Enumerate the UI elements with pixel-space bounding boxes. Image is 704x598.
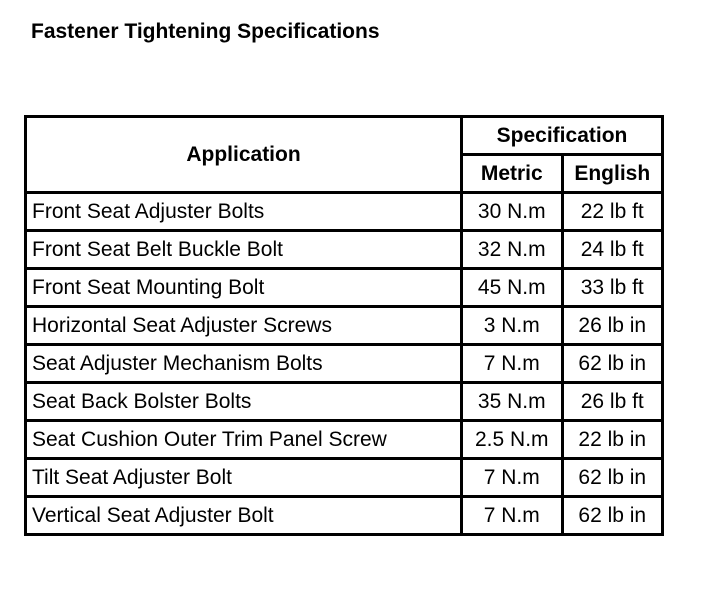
english-header: English [562, 155, 663, 193]
english-cell: 24 lb ft [562, 231, 663, 269]
table-row [26, 269, 663, 307]
page-title: Fastener Tightening Specifications [31, 20, 380, 43]
english-cell: 33 lb ft [562, 269, 663, 307]
application-cell: Tilt Seat Adjuster Bolt [26, 459, 462, 497]
table-row [26, 383, 663, 421]
metric-cell: 7 N.m [462, 459, 562, 497]
english-cell: 26 lb ft [562, 383, 663, 421]
table-row [26, 307, 663, 345]
metric-cell: 45 N.m [462, 269, 562, 307]
application-cell: Horizontal Seat Adjuster Screws [26, 307, 462, 345]
english-cell: 62 lb in [562, 497, 663, 535]
table-row [26, 421, 663, 459]
metric-cell: 7 N.m [462, 345, 562, 383]
metric-cell: 35 N.m [462, 383, 562, 421]
metric-cell: 3 N.m [462, 307, 562, 345]
application-cell: Front Seat Adjuster Bolts [26, 193, 462, 231]
table-header-row [26, 117, 663, 155]
metric-cell: 7 N.m [462, 497, 562, 535]
application-header: Application [26, 117, 462, 193]
application-cell: Front Seat Belt Buckle Bolt [26, 231, 462, 269]
table-row [26, 193, 663, 231]
metric-cell: 30 N.m [462, 193, 562, 231]
application-cell: Seat Back Bolster Bolts [26, 383, 462, 421]
table-row [26, 497, 663, 535]
metric-cell: 32 N.m [462, 231, 562, 269]
application-cell: Front Seat Mounting Bolt [26, 269, 462, 307]
english-cell: 26 lb in [562, 307, 663, 345]
english-cell: 22 lb ft [562, 193, 663, 231]
english-cell: 62 lb in [562, 459, 663, 497]
application-cell: Seat Adjuster Mechanism Bolts [26, 345, 462, 383]
specification-header: Specification [462, 117, 663, 155]
metric-header: Metric [462, 155, 562, 193]
metric-cell: 2.5 N.m [462, 421, 562, 459]
table-row [26, 459, 663, 497]
table-row [26, 345, 663, 383]
table-row [26, 231, 663, 269]
english-cell: 22 lb in [562, 421, 663, 459]
application-cell: Vertical Seat Adjuster Bolt [26, 497, 462, 535]
application-cell: Seat Cushion Outer Trim Panel Screw [26, 421, 462, 459]
english-cell: 62 lb in [562, 345, 663, 383]
fastener-spec-table [24, 115, 664, 536]
